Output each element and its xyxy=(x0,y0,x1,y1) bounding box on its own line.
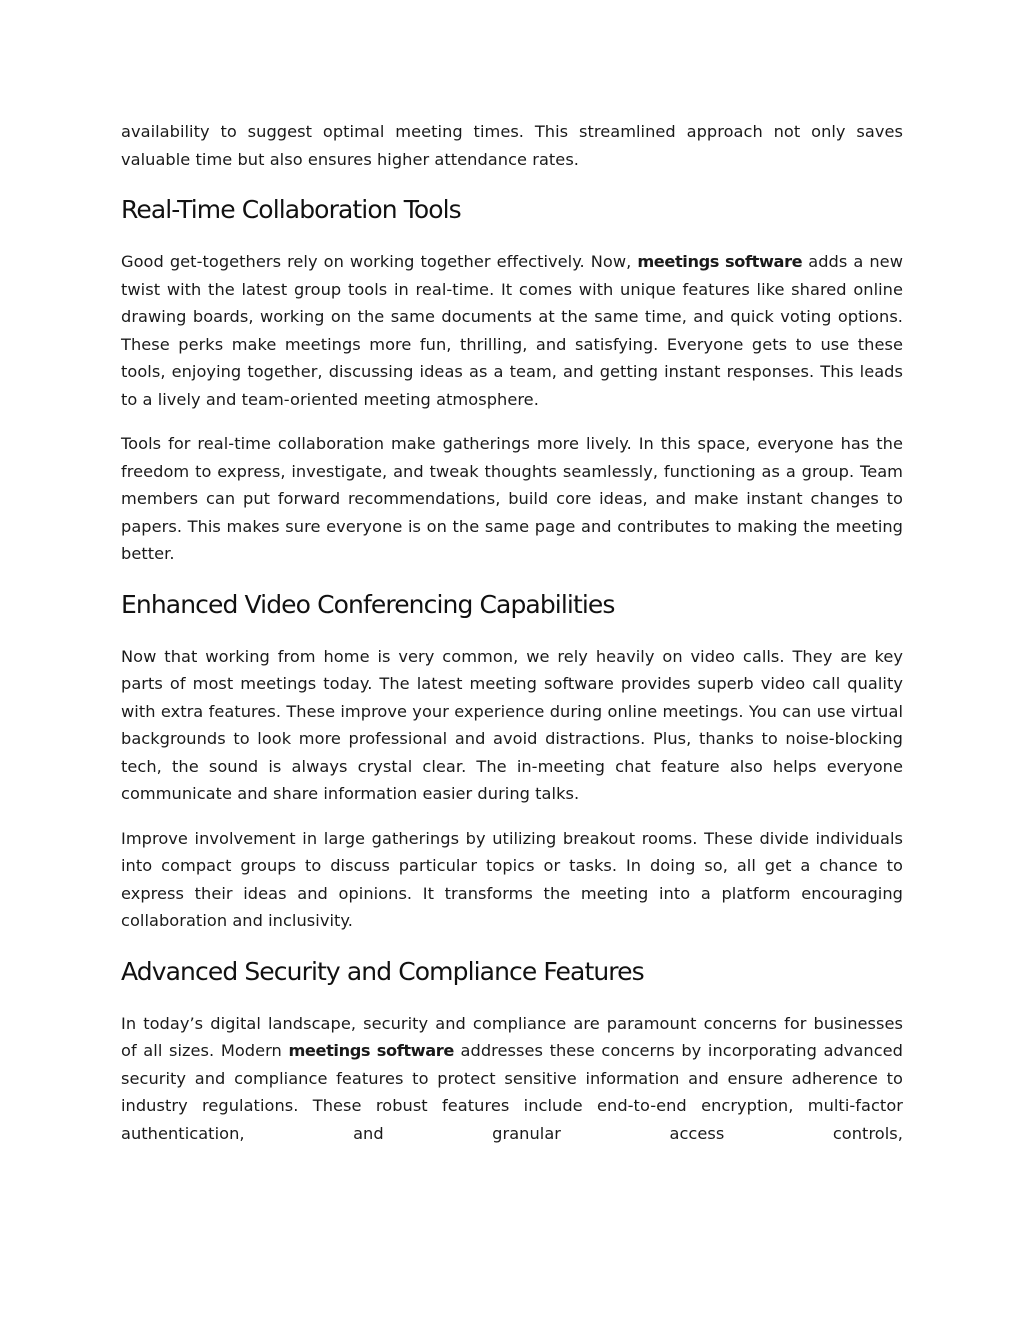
collaboration-paragraph-1-start: Good get-togethers rely on working together effectively. Now, xyxy=(121,252,638,271)
section-heading-security-compliance: Advanced Security and Compliance Features xyxy=(121,956,644,986)
security-paragraph-1-end: addresses these concerns by incorporating advanced security and compliance features to protect sensitive information and ensure adherence to industry regulations. These robust features include end-to-end encryption, multi-factor authentication, and granular access controls, xyxy=(121,1041,903,1143)
collaboration-paragraph-1-end: adds a new twist with the latest group tools in real-time. It comes with unique features like shared online drawing boards, working on the same documents at the same time, and quick voting options. These perks make meetings more fun, thrilling, and satisfying. Everyone gets to use these tools, enjoying together, discussing ideas as a team, and getting instant responses. This leads to a lively and team-oriented meeting atmosphere. xyxy=(121,252,903,409)
intro-paragraph: availability to suggest optimal meeting times. This streamlined approach not only saves valuable time but also ensures higher attendance rates. xyxy=(121,122,903,169)
video-paragraph-2: Improve involvement in large gatherings by utilizing breakout rooms. These divide individuals into compact groups to discuss particular topics or tasks. In doing so, all get a chance to express their ideas and opinions. It transforms the meeting into a platform encouraging collaboration and inclusivity. xyxy=(121,828,903,930)
security-paragraph-1 xyxy=(121,1010,903,1148)
meetings-software-link-text-2: meetings software xyxy=(288,1041,454,1060)
document-page xyxy=(121,118,903,1164)
section-heading-video-conferencing: Enhanced Video Conferencing Capabilities xyxy=(121,589,615,619)
video-paragraph-1: Now that working from home is very common, we rely heavily on video calls. They are key parts of most meetings today. The latest meeting software provides superb video call quality with extra features. These improve your experience during online meetings. You can use virtual backgrounds to look more professional and avoid distractions. Plus, thanks to noise-blocking tech, the sound is always crystal clear. The in-meeting chat feature also helps everyone communicate and share information easier during talks. xyxy=(121,646,903,803)
security-paragraph-1-start: In today’s digital landscape, security and compliance are paramount concerns for businesses of all sizes. Modern xyxy=(121,1013,903,1060)
collaboration-paragraph-2: Tools for real-time collaboration make gatherings more lively. In this space, everyone has the freedom to express, investigate, and tweak thoughts seamlessly, functioning as a group. Team members can put forward recommendations, build core ideas, and make instant changes to papers. This makes sure everyone is on the same page and contributes to making the meeting better. xyxy=(121,434,903,563)
collaboration-paragraph-1 xyxy=(121,248,903,413)
section-heading-real-time-collaboration: Real-Time Collaboration Tools xyxy=(121,195,461,224)
meetings-software-link-text: meetings software xyxy=(637,252,803,271)
